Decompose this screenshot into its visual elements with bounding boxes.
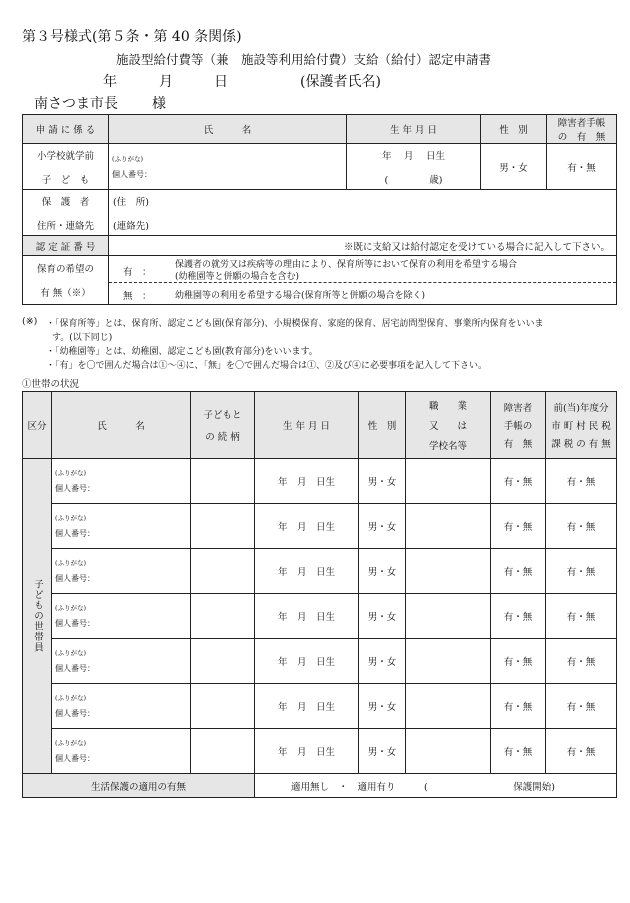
- addressee: 南さつま市長: [34, 96, 118, 112]
- header-member-disability: [491, 392, 546, 459]
- member-sex-field[interactable]: 男・女: [359, 504, 406, 549]
- header-tax-line2: 市 町 村 民 税: [551, 421, 611, 432]
- member-job-field[interactable]: [406, 549, 491, 594]
- hope-no-option[interactable]: [109, 282, 616, 304]
- child-label: [23, 144, 109, 190]
- member-sex-field[interactable]: 男・女: [359, 729, 406, 774]
- member-job-field[interactable]: [406, 459, 491, 504]
- member-name-field[interactable]: [52, 594, 191, 639]
- member-disability-field[interactable]: 有・無: [491, 504, 546, 549]
- member-tax-field[interactable]: 有・無: [546, 504, 617, 549]
- table-row: [23, 639, 617, 684]
- form-title: 施設型給付費等（兼 施設等利用給付費）支給（給付）認定申請書: [116, 52, 492, 67]
- child-disability-field[interactable]: 有・無: [547, 144, 617, 190]
- header-job: [406, 392, 491, 459]
- header-birth: 生 年 月 日: [347, 115, 481, 144]
- header-member-name: 氏 名: [52, 392, 191, 459]
- furigana-label: (ふりがな): [55, 694, 87, 702]
- header-disability: [547, 115, 617, 144]
- member-name-field[interactable]: [52, 639, 191, 684]
- member-birth-field[interactable]: 年 月 日生: [255, 549, 359, 594]
- header-relation-line1: 子どもと: [203, 410, 242, 421]
- header-job-line2: 又 は: [428, 421, 467, 432]
- child-birth-field[interactable]: [347, 144, 481, 190]
- member-disability-field[interactable]: 有・無: [491, 729, 546, 774]
- member-birth-field[interactable]: 年 月 日生: [255, 639, 359, 684]
- header-job-line3: 学校名等: [428, 441, 467, 452]
- member-disability-field[interactable]: 有・無: [491, 639, 546, 684]
- header-kubun: 区分: [23, 392, 52, 459]
- table-row: [23, 549, 617, 594]
- header-member-disability-line3: 有 無: [503, 439, 533, 450]
- member-job-field[interactable]: [406, 504, 491, 549]
- note-1b: す。(以下同じ): [52, 333, 113, 343]
- child-sex-field[interactable]: 男・女: [481, 144, 547, 190]
- header-relation-line2: の 続 柄: [205, 432, 240, 443]
- addressee-honorific: 様: [152, 96, 166, 112]
- child-name-field[interactable]: [109, 144, 347, 190]
- member-tax-field[interactable]: 有・無: [546, 549, 617, 594]
- header-member-disability-line2: 手帳の: [503, 421, 533, 432]
- member-name-field[interactable]: [52, 684, 191, 729]
- date-day: 日: [214, 74, 228, 90]
- furigana-label: (ふりがな): [55, 604, 87, 612]
- household-side-label: [23, 459, 52, 774]
- hope-label-line1: 保育の希望の: [36, 264, 94, 275]
- yes-text-line2: (幼稚園等と併願の場合を含む): [175, 272, 300, 282]
- header-relation: [191, 392, 255, 459]
- header-tax-line3: 課 税 の 有 無: [551, 439, 611, 450]
- member-disability-field[interactable]: 有・無: [491, 459, 546, 504]
- date-month: 月: [159, 74, 173, 90]
- mynumber-label: 個人番号：: [55, 754, 95, 763]
- mynumber-label: 個人番号：: [55, 709, 95, 718]
- header-member-sex: 性 別: [359, 392, 406, 459]
- application-table: [22, 114, 617, 305]
- member-tax-field[interactable]: 有・無: [546, 594, 617, 639]
- guardian-address-field[interactable]: [109, 190, 617, 236]
- hope-yes-option[interactable]: [109, 256, 616, 282]
- member-relation-field[interactable]: [191, 459, 255, 504]
- mynumber-label: 個人番号：: [55, 664, 95, 673]
- mynumber-label: 個人番号：: [55, 484, 95, 493]
- note-2: ・「幼稚園等」とは、幼稚園、認定こども園(教育部分)をいいます。: [46, 347, 318, 357]
- guardian-label-line1: 保 護 者: [41, 196, 90, 208]
- mynumber-label: 個人番号：: [55, 619, 95, 628]
- furigana-label: (ふりがな): [55, 514, 87, 522]
- header-name: 氏 名: [109, 115, 347, 144]
- table-row: [23, 459, 617, 504]
- household-side-label-text: 子どもの世帯員: [32, 579, 43, 653]
- header-disability-line2: の 有 無: [557, 132, 606, 143]
- header-tax-line1: 前(当)年度分: [553, 403, 609, 414]
- member-tax-field[interactable]: 有・無: [546, 729, 617, 774]
- member-disability-field[interactable]: 有・無: [491, 594, 546, 639]
- child-label-line2: 子 ど も: [41, 174, 90, 186]
- guardian-label: [23, 190, 109, 236]
- hope-label: [23, 256, 109, 305]
- guardian-name-label: (保護者氏名): [300, 74, 381, 90]
- member-job-field[interactable]: [406, 639, 491, 684]
- header-member-birth: 生 年 月 日: [255, 392, 359, 459]
- section-household: ①世帯の状況: [22, 379, 80, 390]
- member-birth-field[interactable]: 年 月 日生: [255, 684, 359, 729]
- address-label: (住 所): [113, 196, 149, 208]
- member-relation-field[interactable]: [191, 639, 255, 684]
- household-table: [22, 391, 617, 798]
- member-sex-field[interactable]: 男・女: [359, 594, 406, 639]
- member-tax-field[interactable]: 有・無: [546, 639, 617, 684]
- member-job-field[interactable]: [406, 594, 491, 639]
- member-sex-field[interactable]: 男・女: [359, 684, 406, 729]
- mynumber-label: 個人番号：: [55, 529, 95, 538]
- furigana-label: (ふりがな): [55, 469, 87, 477]
- child-label-line1: 小学校就学前: [36, 150, 94, 162]
- yes-label: 有 ：: [123, 267, 152, 278]
- member-relation-field[interactable]: [191, 549, 255, 594]
- member-tax-field[interactable]: 有・無: [546, 684, 617, 729]
- no-label: 無 ：: [123, 291, 152, 302]
- guardian-label-line2: 住所・連絡先: [36, 220, 94, 232]
- furigana-label: (ふりがな): [55, 649, 87, 657]
- welfare-label: 生活保護の適用の有無: [23, 774, 255, 798]
- date-year: 年: [103, 74, 117, 90]
- hope-label-line2: 有 無（※）: [40, 288, 91, 299]
- member-birth-field[interactable]: 年 月 日生: [255, 504, 359, 549]
- member-sex-field[interactable]: 男・女: [359, 639, 406, 684]
- member-sex-field[interactable]: 男・女: [359, 459, 406, 504]
- table-row: [23, 594, 617, 639]
- form-number: 第３号様式(第５条・第 40 条関係): [22, 29, 242, 45]
- member-disability-field[interactable]: 有・無: [491, 684, 546, 729]
- table-row: [23, 684, 617, 729]
- member-disability-field[interactable]: 有・無: [491, 549, 546, 594]
- member-name-field[interactable]: [52, 459, 191, 504]
- member-relation-field[interactable]: [191, 729, 255, 774]
- household-header-row: [23, 392, 617, 459]
- note-mark: (※): [22, 316, 38, 327]
- header-member-disability-line1: 障害者: [503, 403, 533, 414]
- furigana-label: (ふりがな): [112, 154, 144, 163]
- header-job-line1: 職 業: [428, 401, 467, 412]
- cert-no-field[interactable]: ※既に支給又は給付認定を受けている場合に記入して下さい。: [109, 236, 617, 256]
- mynumber-label: 個人番号：: [55, 574, 95, 583]
- member-job-field[interactable]: [406, 729, 491, 774]
- no-text: 幼稚園等の利用を希望する場合(保育所等と併願の場合を除く): [175, 291, 426, 301]
- member-relation-field[interactable]: [191, 504, 255, 549]
- contact-label: (連絡先): [113, 220, 149, 232]
- member-job-field[interactable]: [406, 684, 491, 729]
- member-name-field[interactable]: [52, 504, 191, 549]
- furigana-label: (ふりがな): [55, 559, 87, 567]
- yes-text-line1: 保護者の就労又は疾病等の理由により、保育所等において保育の利用を希望する場合: [175, 260, 518, 270]
- member-relation-field[interactable]: [191, 684, 255, 729]
- member-sex-field[interactable]: 男・女: [359, 549, 406, 594]
- member-tax-field[interactable]: 有・無: [546, 459, 617, 504]
- header-sex: 性 別: [481, 115, 547, 144]
- header-apply: 申 請 に 係 る: [23, 115, 109, 144]
- note-1: ・「保育所等」とは、保育所、認定こども園(保育部分)、小規模保育、家庭的保育、居宅訪問型保育、事業所内保育をいいま: [46, 319, 544, 329]
- member-name-field[interactable]: [52, 729, 191, 774]
- mynumber-label: 個人番号：: [112, 169, 152, 179]
- header-disability-line1: 障害者手帳: [557, 118, 606, 129]
- member-birth-field[interactable]: 年 月 日生: [255, 594, 359, 639]
- table-row: [23, 729, 617, 774]
- hope-options[interactable]: [109, 256, 617, 305]
- cert-no-label: 認 定 証 番 号: [23, 236, 109, 256]
- furigana-label: (ふりがな): [55, 739, 87, 747]
- welfare-options[interactable]: 適用無し ・ 適用有り ( 保護開始): [255, 774, 617, 798]
- member-birth-field[interactable]: 年 月 日生: [255, 459, 359, 504]
- member-name-field[interactable]: [52, 549, 191, 594]
- birth-ymd: 年 月 日生: [381, 150, 446, 162]
- welfare-row: [23, 774, 617, 798]
- table-row: [23, 504, 617, 549]
- member-relation-field[interactable]: [191, 594, 255, 639]
- age: ( 歳): [384, 174, 443, 186]
- header-tax: [546, 392, 617, 459]
- member-birth-field[interactable]: 年 月 日生: [255, 729, 359, 774]
- note-3: ・「有」を〇で囲んだ場合は①～④に、「無」を〇で囲んだ場合は①、②及び④に必要事項を記入して下さい。: [46, 361, 488, 371]
